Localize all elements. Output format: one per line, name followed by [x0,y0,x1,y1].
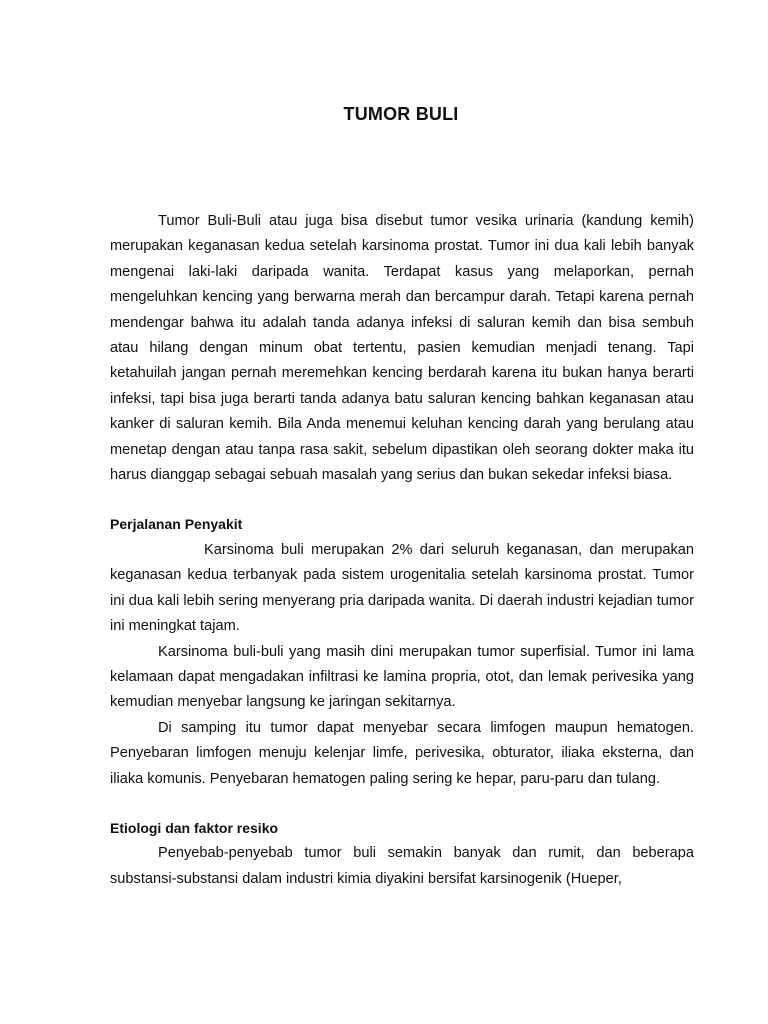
section-heading-etiologi: Etiologi dan faktor resiko [110,819,279,836]
section1-paragraph-2: Karsinoma buli-buli yang masih dini merupakan tumor superfisial. Tumor ini lama kelamaan dapat mengadakan infiltrasi ke lamina propria, otot, dan lemak perivesika yang kemudian menyebar langsung ke jaringan sekitarnya. [110,643,694,711]
document-body [110,209,694,892]
section1-paragraph-1: Karsinoma buli merupakan 2% dari seluruh keganasan, dan merupakan keganasan kedua terbanyak pada sistem urogenitalia setelah karsinoma prostat. Tumor ini dua kali lebih sering menyerang pria daripada wanita. Di daerah industri kejadian tumor ini meningkat tajam. [110,541,694,635]
section-heading-perjalanan-penyakit: Perjalanan Penyakit [110,516,243,533]
section2-paragraph-1: Penyebab-penyebab tumor buli semakin banyak dan rumit, dan beberapa substansi-substansi dalam industri kimia diyakini bersifat karsinogenik (Hueper, [110,845,694,887]
document-title: TUMOR BULI [343,104,459,124]
section1-paragraph-3: Di samping itu tumor dapat menyebar secara limfogen maupun hematogen. Penyebaran limfogen menuju kelenjar limfe, perivesika, obturator, iliaka eksterna, dan iliaka komunis. Penyebaran hematogen paling sering ke hepar, paru-paru dan tulang. [110,719,694,787]
section-gap [110,792,694,816]
section-gap [110,488,694,512]
intro-paragraph: Tumor Buli-Buli atau juga bisa disebut tumor vesika urinaria (kandung kemih) merupakan keganasan kedua setelah karsinoma prostat. Tumor ini dua kali lebih banyak mengenai laki-laki daripada wanita. Terdapat kasus yang melaporkan, pernah mengeluhkan kencing yang berwarna merah dan bercampur darah. Tetapi karena pernah mendengar bahwa itu adalah tanda adanya infeksi di saluran kemih dan bisa sembuh atau hilang dengan minum obat tertentu, pasien kemudian menjadi tenang. Tapi ketahuilah jangan pernah meremehkan kencing berdarah karena itu bukan hanya berarti infeksi, tapi bisa juga berarti tanda adanya batu saluran kencing bahkan keganasan atau kanker di saluran kemih. Bila Anda menemui keluhan kencing darah yang berulang atau menetap dengan atau tanpa rasa sakit, sebelum dipastikan oleh seorang dokter maka itu harus dianggap sebagai sebuah masalah yang serius dan bukan sekedar infeksi biasa. [110,213,694,484]
